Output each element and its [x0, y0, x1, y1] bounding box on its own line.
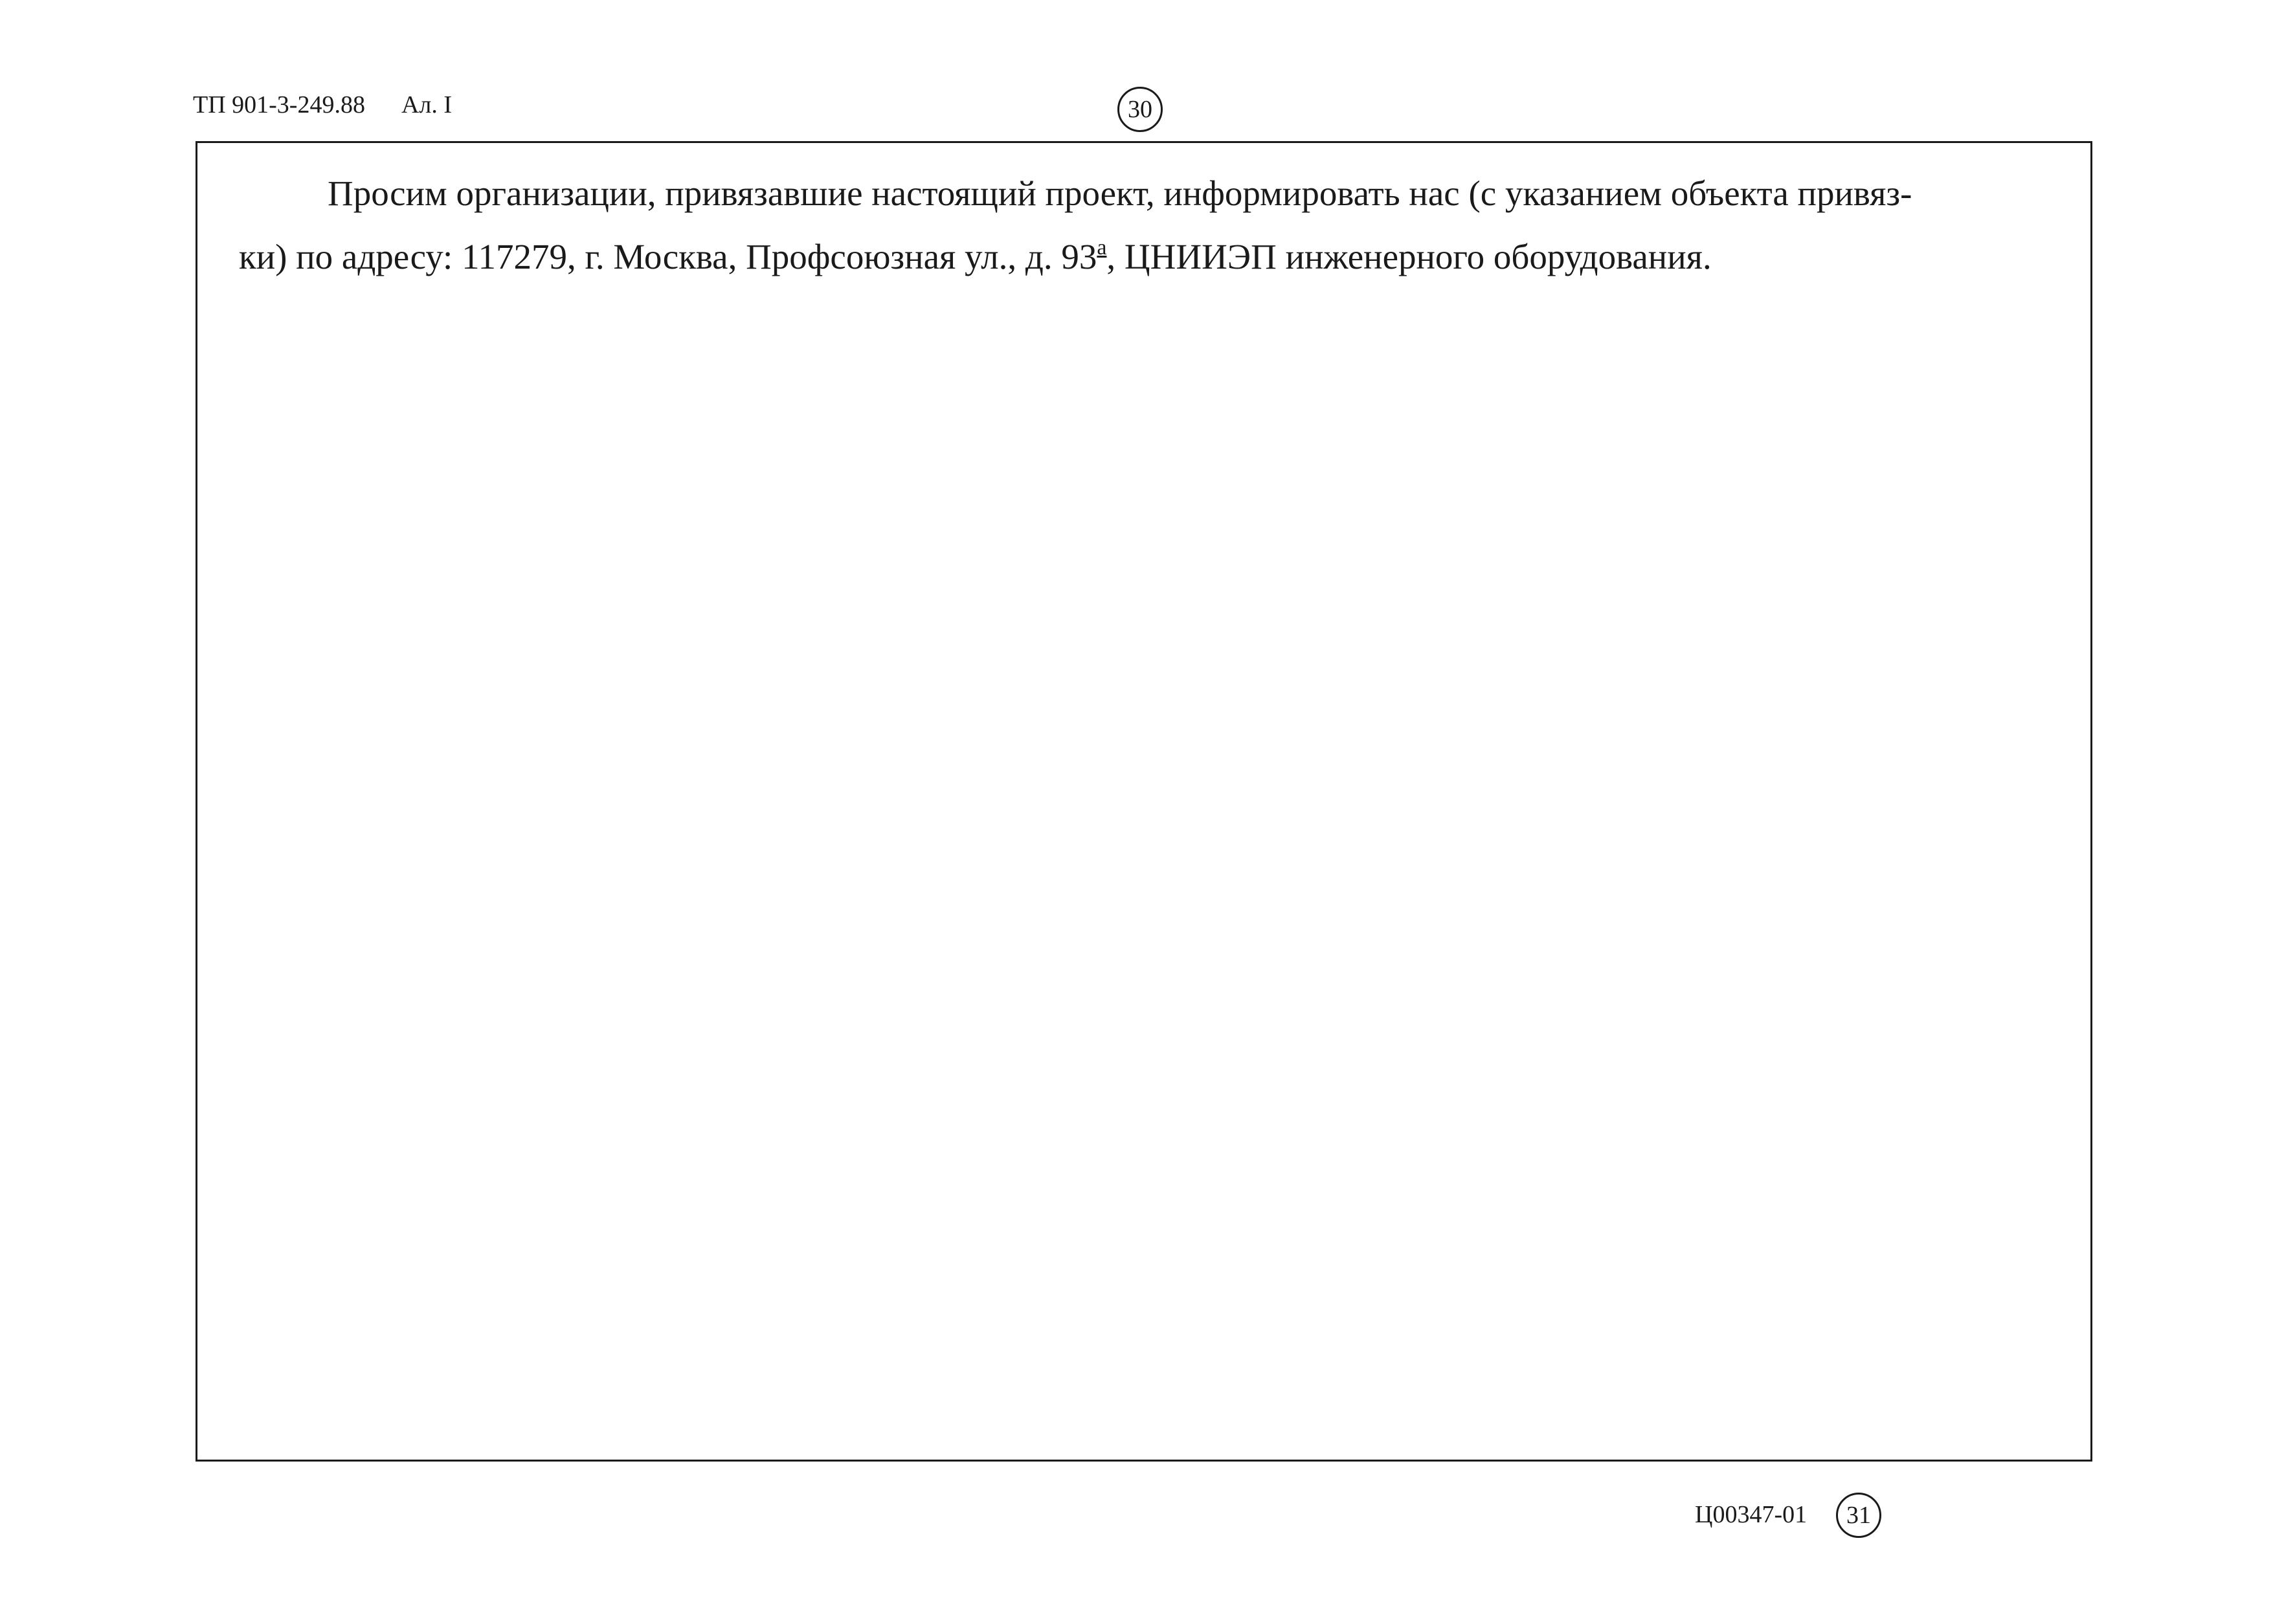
page-frame — [196, 141, 2092, 1462]
page-number-bottom-label: 31 — [1846, 1502, 1871, 1529]
body-line-2-start: ки) по адресу: 117279, г. Москва, Профсоюзная ул., д. 93 — [239, 237, 1097, 276]
document-code — [193, 91, 452, 119]
body-line-2 — [239, 221, 2045, 284]
doc-code-label: ТП 901-3-249.88 — [193, 91, 365, 118]
body-paragraph — [239, 166, 2045, 284]
page-number-bottom — [1836, 1493, 1881, 1538]
body-line-1: Просим организации, привязавшие настоящий проект, информировать нас (с указанием объекта привяз- — [328, 173, 1912, 213]
page-number-top — [1117, 87, 1163, 132]
address-superscript: а — [1097, 236, 1107, 260]
page-number-top-label: 30 — [1128, 96, 1152, 123]
album-label: Ал. I — [401, 91, 453, 118]
footer-code: Ц00347-01 — [1695, 1501, 1808, 1528]
body-line-2-end: , ЦНИИЭП инженерного оборудования. — [1106, 237, 1712, 276]
